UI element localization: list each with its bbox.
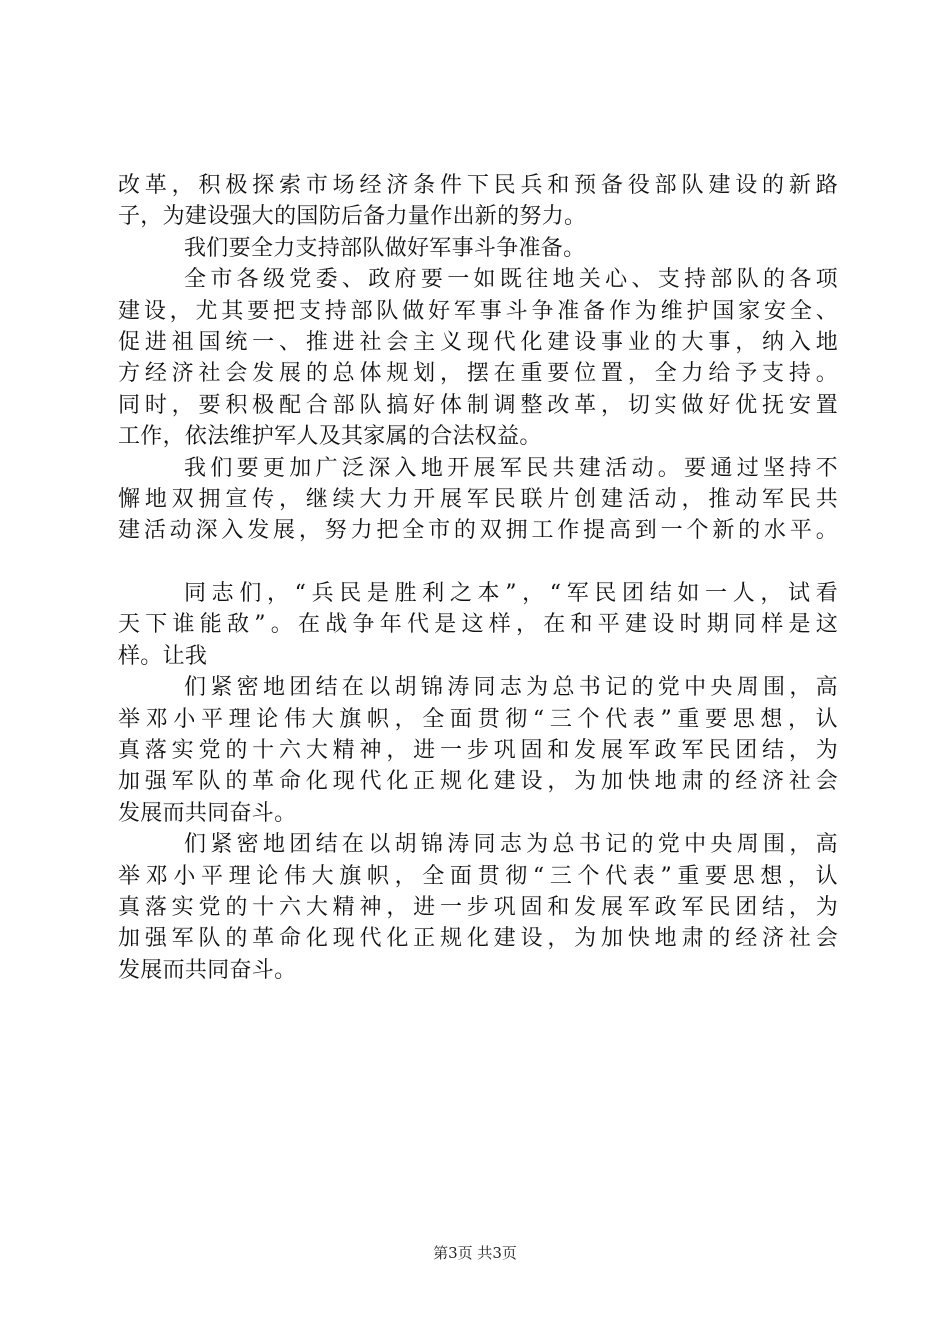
page-number: 第3页 共3页 [433, 1244, 517, 1262]
text-line: 工作，依法维护军人及其家属的合法权益。 [118, 424, 542, 450]
text-line: 建设，尤其要把支持部队做好军事斗争准备作为维护国家安全、 [118, 298, 838, 324]
text-line: 加强军队的革命化现代化正规化建设，为加快地肃的经济社会 [118, 926, 838, 952]
text-line: 天下谁能敌”。在战争年代是这样，在和平建设时期同样是这 [118, 612, 838, 638]
text-line: 举邓小平理论伟大旗帜，全面贯彻“三个代表”重要思想，认 [118, 706, 838, 732]
text-line: 们紧密地团结在以胡锦涛同志为总书记的党中央周围，高 [184, 675, 838, 701]
text-line: 促进祖国统一、推进社会主义现代化建设事业的大事，纳入地 [118, 329, 838, 355]
text-line: 真落实党的十六大精神，进一步巩固和发展军政军民团结，为 [118, 894, 838, 920]
text-line: 真落实党的十六大精神，进一步巩固和发展军政军民团结，为 [118, 738, 838, 764]
text-line: 懈地双拥宣传，继续大力开展军民联片创建活动，推动军民共 [118, 486, 838, 512]
text-line: 我们要全力支持部队做好军事斗争准备。 [184, 235, 586, 261]
text-line: 们紧密地团结在以胡锦涛同志为总书记的党中央周围，高 [184, 832, 838, 858]
text-line: 建活动深入发展，努力把全市的双拥工作提高到一个新的水平。 [118, 518, 838, 544]
document-body [118, 170, 838, 986]
text-line: 我们要更加广泛深入地开展军民共建活动。要通过坚持不 [184, 455, 838, 481]
text-line: 子，为建设强大的国防后备力量作出新的努力。 [118, 204, 587, 230]
text-line: 全市各级党委、政府要一如既往地关心、支持部队的各项 [184, 267, 838, 293]
text-line: 发展而共同奋斗。 [118, 957, 297, 983]
text-line: 改革，积极探索市场经济条件下民兵和预备役部队建设的新路 [118, 173, 838, 198]
text-line: 举邓小平理论伟大旗帜，全面贯彻“三个代表”重要思想，认 [118, 863, 838, 889]
text-line: 样。让我 [118, 643, 208, 669]
blank-line [118, 547, 838, 578]
text-line: 加强军队的革命化现代化正规化建设，为加快地肃的经济社会 [118, 769, 838, 795]
text-line: 发展而共同奋斗。 [118, 800, 297, 826]
text-line: 方经济社会发展的总体规划，摆在重要位置，全力给予支持。 [118, 361, 838, 387]
text-line: 同时，要积极配合部队搞好体制调整改革，切实做好优抚安置 [118, 392, 838, 418]
text-line: 同志们，“兵民是胜利之本”，“军民团结如一人，试看 [184, 581, 838, 607]
